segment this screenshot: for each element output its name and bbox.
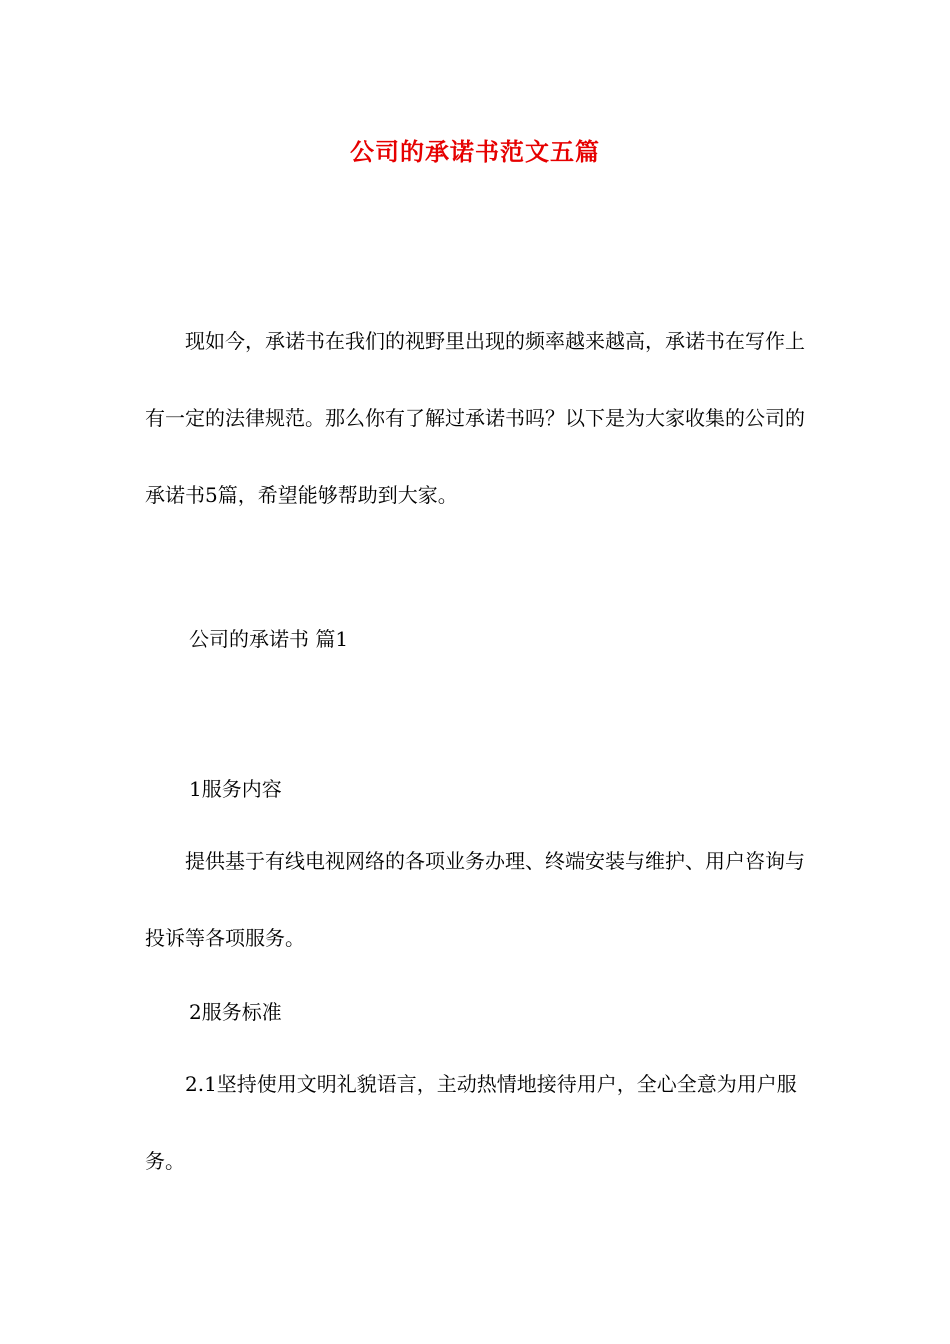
item1-paragraph: 提供基于有线电视网络的各项业务办理、终端安装与维护、用户咨询与投诉等各项服务。: [145, 849, 805, 950]
document-title: 公司的承诺书范文五篇: [350, 137, 600, 166]
item2-1-paragraph: 2.1坚持使用文明礼貌语言，主动热情地接待用户，全心全意为用户服务。: [145, 1072, 797, 1173]
intro-paragraph: 现如今，承诺书在我们的视野里出现的频率越来越高，承诺书在写作上有一定的法律规范。那么你有了解过承诺书吗？以下是为大家收集的公司的承诺书5篇，希望能够帮助到大家。: [145, 329, 805, 507]
item2-heading: 2服务标准: [189, 1000, 282, 1024]
section-heading: 公司的承诺书 篇1: [189, 627, 349, 651]
item1-heading: 1服务内容: [189, 777, 282, 801]
